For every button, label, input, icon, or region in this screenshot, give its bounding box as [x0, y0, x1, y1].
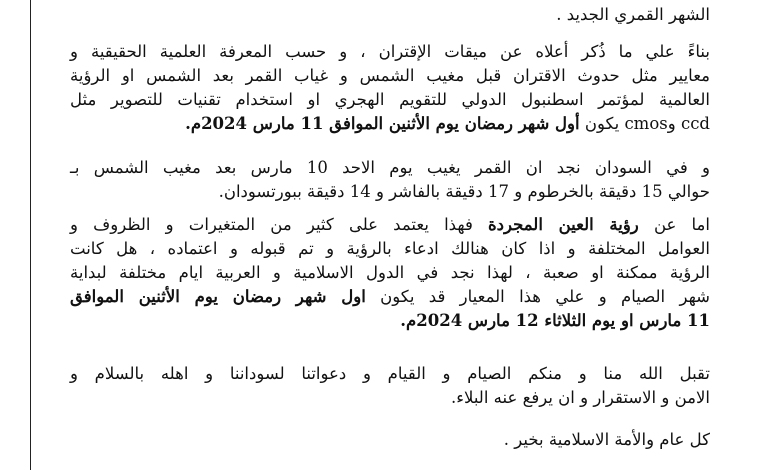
text-normal: شهر الصيام و علي هذا المعيار قد يكون: [365, 287, 711, 306]
paragraph-sudan-moonset: [70, 156, 710, 204]
paragraph-greeting: [70, 428, 710, 452]
text-line: كل عام والأمة الاسلامية بخير .: [503, 430, 710, 449]
text-line: الامن و الاستقرار و ان يرفع عنه البلاء.: [450, 388, 710, 407]
text-line-mixed: [70, 213, 710, 237]
text-normal: اما عن: [638, 215, 710, 234]
text-normal: ccd وcmos يكون: [579, 114, 710, 133]
text-line: و في السودان نجد ان القمر يغيب يوم الاحد 10 مارس بعد مغيب الشمس بـ: [70, 158, 710, 177]
text-line: العوامل المختلفة و اذا كان هنالك ادعاء بالرؤية و تم قبوله و اعتماده ، هل كانت: [70, 239, 710, 258]
text-line: بناءً علي ما ذُكر أعلاه عن ميقات الإقتران ، و حسب المعرفة العلمية الحقيقية و: [70, 42, 710, 61]
text-line: معايير مثل حدوث الاقتران قبل مغيب الشمس و غياب القمر بعد الشمس او الرؤية: [70, 66, 710, 85]
text-line: الشهر القمري الجديد .: [556, 5, 710, 24]
paragraph-conjunction-criteria: [70, 40, 710, 136]
text-line-mixed: [70, 112, 710, 136]
ramadan-start-alternative: اول شهر رمضان يوم الأثنين الموافق: [70, 287, 366, 306]
page-border-line: [30, 0, 31, 470]
text-line-mixed: [70, 285, 710, 309]
ramadan-start-dates: 11 مارس او يوم الثلاثاء 12 مارس 2024م.: [400, 311, 710, 330]
paragraph-intro-tail: [70, 3, 710, 27]
text-line: تقبل الله منا و منكم الصيام و القيام و دعواتنا لسوداننا و اهله بالسلام و: [70, 364, 710, 383]
document-page: [70, 0, 710, 470]
naked-eye-heading: رؤية العين المجردة: [488, 215, 639, 234]
text-line: حوالي 15 دقيقة بالخرطوم و 17 دقيقة بالفاشر و 14 دقيقة ببورتسودان.: [218, 182, 710, 201]
text-line: الرؤية ممكنة او صعبة ، لهذا نجد في الدول الاسلامية و العربية ايام مختلفة لبداية: [70, 263, 710, 282]
ramadan-start-conclusion: أول شهر رمضان يوم الأثنين الموافق 11 مارس 2024م.: [185, 114, 580, 133]
paragraph-prayer: [70, 362, 710, 410]
paragraph-naked-eye-sighting: [70, 213, 710, 333]
text-line: العالمية لمؤتمر اسطنبول الدولي للتقويم الهجري او استخدام تقنيات للتصوير مثل: [70, 90, 710, 109]
text-normal: فهذا يعتمد على كثير من المتغيرات و الظروف و: [70, 215, 489, 234]
